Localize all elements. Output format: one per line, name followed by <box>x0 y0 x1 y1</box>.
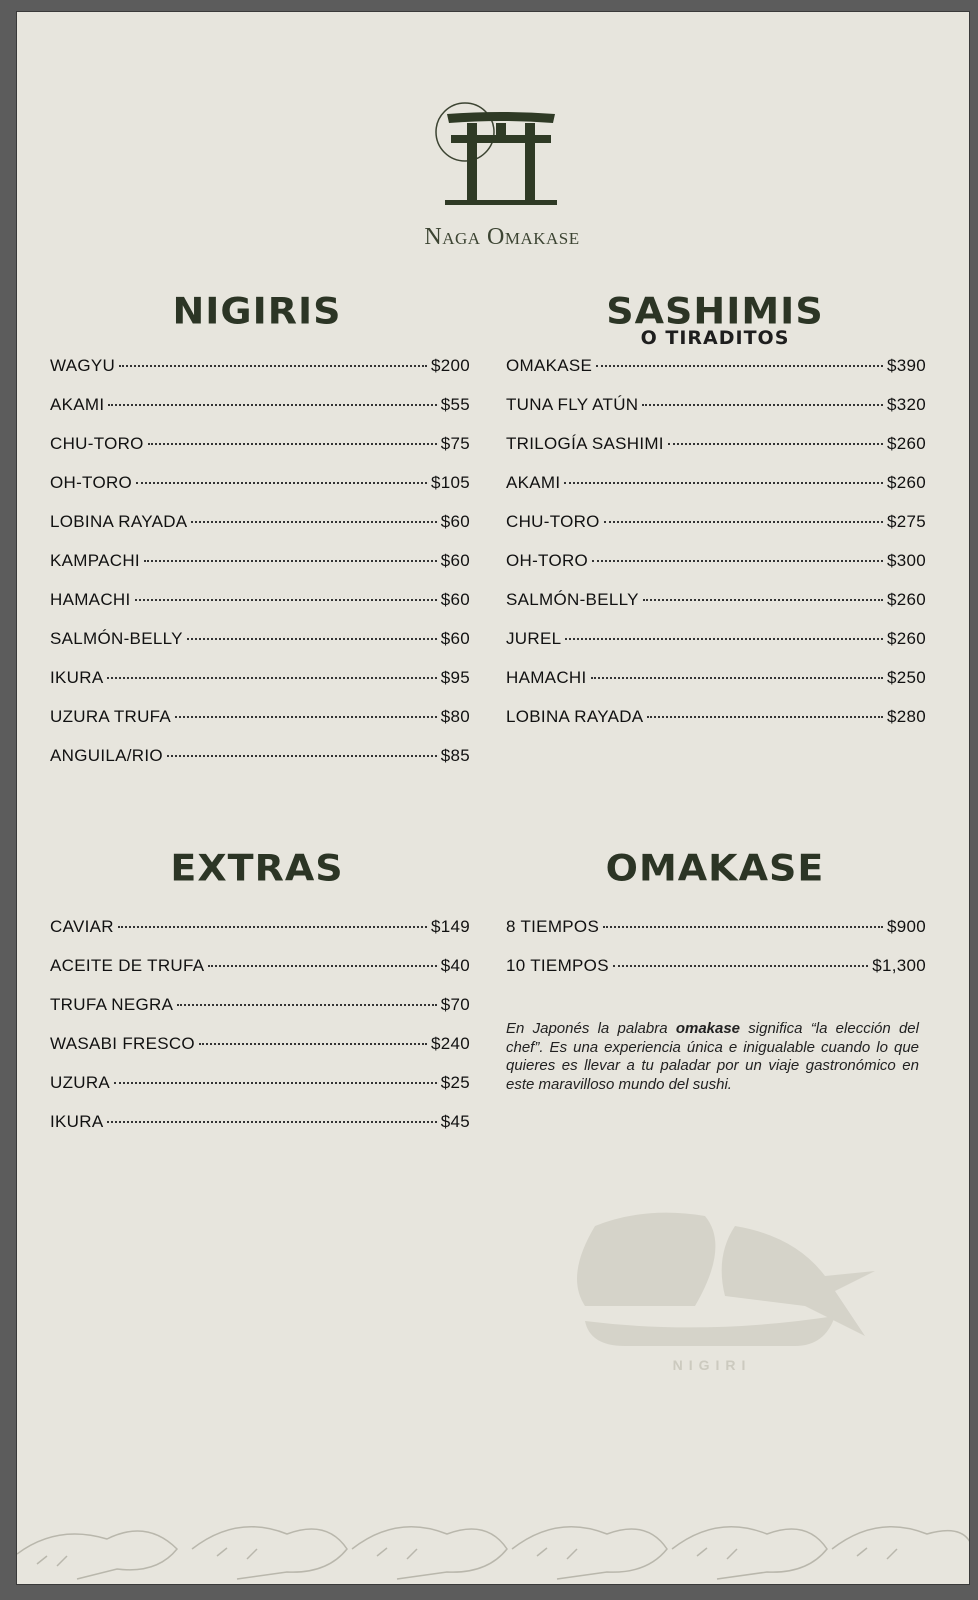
menu-item-name: TRUFA NEGRA <box>50 995 174 1014</box>
torii-gate-icon <box>417 92 587 222</box>
dot-leader <box>591 677 883 679</box>
menu-item <box>50 512 470 551</box>
menu-item-price: $60 <box>440 512 470 531</box>
menu-item-name: UZURA <box>50 1073 111 1092</box>
dot-leader <box>564 482 883 484</box>
menu-item-price: $260 <box>886 434 926 453</box>
menu-item-price: $260 <box>886 629 926 648</box>
menu-item <box>506 590 926 629</box>
menu-item-price: $300 <box>886 551 926 570</box>
menu-item-name: UZURA TRUFA <box>50 707 172 726</box>
menu-item-name: CAVIAR <box>50 917 114 936</box>
menu-item-price: $105 <box>430 473 470 492</box>
dot-leader <box>108 404 436 406</box>
menu-item <box>506 473 926 512</box>
dot-leader <box>175 716 437 718</box>
omakase-description: En Japonés la palabra omakase significa “la elección del chef”. Es una experiencia única e inigualable cuando lo que quieres es llevar a tu paladar por un viaje gastronómico en este maravilloso mundo del sushi. <box>506 1020 919 1093</box>
menu-item-price: $60 <box>440 590 470 609</box>
menu-item <box>50 395 470 434</box>
menu-item-price: $25 <box>440 1073 470 1092</box>
menu-item-name: IKURA <box>50 1112 104 1131</box>
menu-item-name: OH-TORO <box>506 551 589 570</box>
dot-leader <box>596 365 883 367</box>
nigiris-list <box>50 356 470 785</box>
menu-item <box>50 629 470 668</box>
sashimis-subtitle: O TIRADITOS <box>640 327 790 349</box>
menu-item <box>506 668 926 707</box>
menu-item-price: $60 <box>440 629 470 648</box>
tiger-border-icon <box>17 1494 970 1584</box>
menu-item-price: $900 <box>886 917 926 936</box>
menu-item-name: HAMACHI <box>506 668 587 687</box>
menu-item <box>50 995 470 1034</box>
menu-item-name: SALMÓN-BELLY <box>506 590 639 609</box>
dot-leader <box>565 638 883 640</box>
menu-item-name: LOBINA RAYADA <box>506 707 644 726</box>
omakase-title: OMAKASE <box>605 847 825 889</box>
menu-item-name: WASABI FRESCO <box>50 1034 195 1053</box>
menu-item <box>50 917 470 956</box>
menu-item <box>50 956 470 995</box>
extras-list <box>50 917 470 1151</box>
menu-item <box>506 434 926 473</box>
menu-item-price: $80 <box>440 707 470 726</box>
menu-item-name: AKAMI <box>506 473 561 492</box>
dot-leader <box>613 965 868 967</box>
menu-item <box>50 356 470 395</box>
extras-title: EXTRAS <box>170 847 344 889</box>
menu-item-price: $85 <box>440 746 470 765</box>
watermark-label: NIGIRI <box>672 1357 752 1373</box>
menu-item <box>506 551 926 590</box>
menu-item <box>506 707 926 746</box>
dot-leader <box>592 560 883 562</box>
menu-item-price: $40 <box>440 956 470 975</box>
dot-leader <box>208 965 436 967</box>
dot-leader <box>119 365 427 367</box>
dot-leader <box>107 677 436 679</box>
dot-leader <box>144 560 437 562</box>
menu-item <box>506 956 926 995</box>
sashimis-list <box>506 356 926 746</box>
menu-item-price: $390 <box>886 356 926 375</box>
menu-item <box>50 1034 470 1073</box>
menu-item <box>50 551 470 590</box>
menu-item <box>506 629 926 668</box>
dot-leader <box>148 443 437 445</box>
nigiris-title: NIGIRIS <box>172 290 342 332</box>
menu-item <box>50 707 470 746</box>
menu-item-price: $250 <box>886 668 926 687</box>
sashimis-title: SASHIMIS <box>606 290 824 332</box>
menu-item-name: TRILOGÍA SASHIMI <box>506 434 664 453</box>
dot-leader <box>107 1121 436 1123</box>
dot-leader <box>135 599 437 601</box>
menu-item-name: CHU-TORO <box>506 512 600 531</box>
menu-item-name: TUNA FLY ATÚN <box>506 395 639 414</box>
menu-item <box>50 473 470 512</box>
menu-item-name: ACEITE DE TRUFA <box>50 956 205 975</box>
menu-item <box>50 434 470 473</box>
menu-item <box>506 917 926 956</box>
dot-leader <box>167 755 437 757</box>
menu-item-price: $200 <box>430 356 470 375</box>
menu-item-name: LOBINA RAYADA <box>50 512 188 531</box>
menu-item <box>50 1073 470 1112</box>
dot-leader <box>118 926 427 928</box>
menu-item-price: $280 <box>886 707 926 726</box>
dot-leader <box>642 404 883 406</box>
menu-item <box>50 668 470 707</box>
menu-item-name: OH-TORO <box>50 473 133 492</box>
menu-item-price: $260 <box>886 473 926 492</box>
dot-leader <box>604 521 883 523</box>
menu-item <box>50 590 470 629</box>
nigiri-watermark-icon <box>565 1206 895 1356</box>
menu-item-price: $70 <box>440 995 470 1014</box>
menu-item-price: $1,300 <box>872 956 926 975</box>
menu-item-price: $149 <box>430 917 470 936</box>
menu-item <box>506 512 926 551</box>
dot-leader <box>114 1082 437 1084</box>
menu-item-price: $60 <box>440 551 470 570</box>
dot-leader <box>177 1004 436 1006</box>
dot-leader <box>136 482 427 484</box>
omakase-bold-word: omakase <box>675 1020 741 1037</box>
menu-item-price: $75 <box>440 434 470 453</box>
dot-leader <box>603 926 883 928</box>
menu-item-price: $95 <box>440 668 470 687</box>
logo <box>397 92 607 262</box>
menu-item-name: JUREL <box>506 629 562 648</box>
menu-item-price: $320 <box>886 395 926 414</box>
menu-item-name: IKURA <box>50 668 104 687</box>
menu-item-name: KAMPACHI <box>50 551 140 570</box>
dot-leader <box>199 1043 427 1045</box>
menu-item <box>50 1112 470 1151</box>
menu-item-price: $45 <box>440 1112 470 1131</box>
menu-item <box>506 395 926 434</box>
dot-leader <box>643 599 883 601</box>
menu-item-name: ANGUILA/RIO <box>50 746 163 765</box>
brand-name: Naga Omakase <box>424 224 580 250</box>
menu-item-price: $260 <box>886 590 926 609</box>
menu-item-price: $275 <box>886 512 926 531</box>
omakase-list <box>506 917 926 995</box>
menu-item-name: OMAKASE <box>506 356 593 375</box>
dot-leader <box>187 638 437 640</box>
menu-item-name: AKAMI <box>50 395 105 414</box>
menu-item <box>506 356 926 395</box>
menu-item-price: $240 <box>430 1034 470 1053</box>
menu-item-name: 10 TIEMPOS <box>506 956 609 975</box>
menu-item-name: 8 TIEMPOS <box>506 917 600 936</box>
menu-item-price: $55 <box>440 395 470 414</box>
menu-item-name: CHU-TORO <box>50 434 144 453</box>
dot-leader <box>647 716 883 718</box>
menu-page <box>16 11 970 1585</box>
menu-item-name: SALMÓN-BELLY <box>50 629 183 648</box>
menu-item-name: HAMACHI <box>50 590 131 609</box>
dot-leader <box>191 521 436 523</box>
menu-item <box>50 746 470 785</box>
dot-leader <box>668 443 883 445</box>
menu-item-name: WAGYU <box>50 356 116 375</box>
